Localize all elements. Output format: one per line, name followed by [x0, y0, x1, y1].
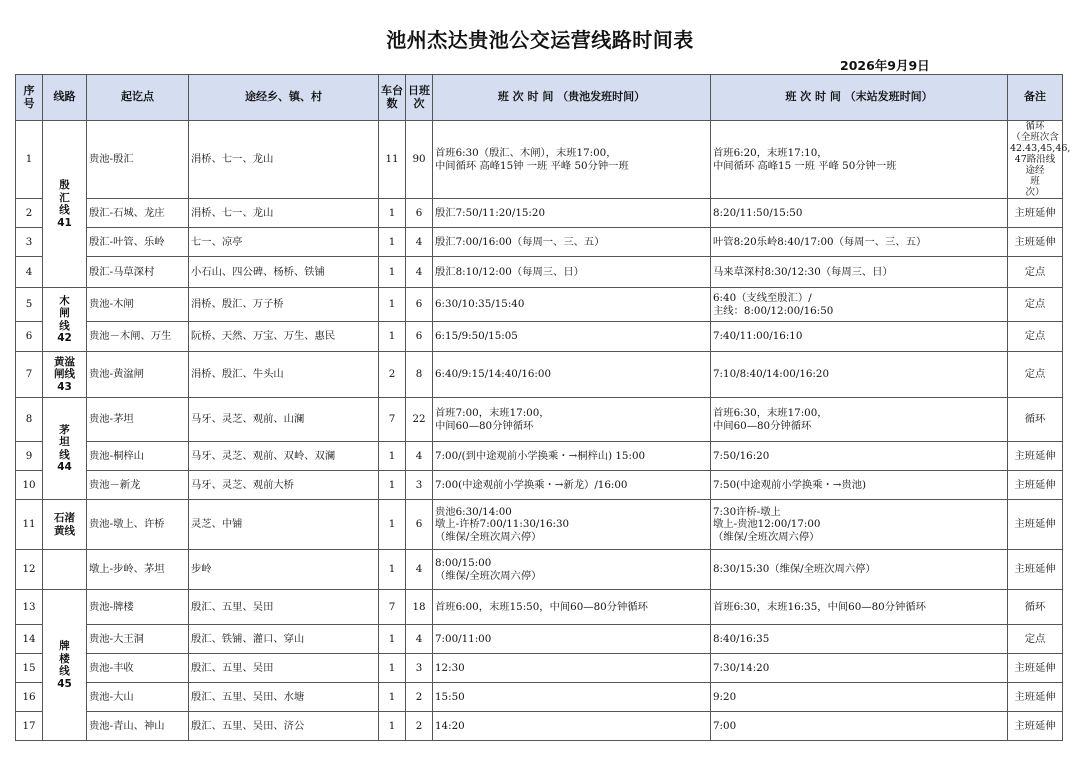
cell-remark: 主班延伸 — [1008, 228, 1063, 257]
cell-seq: 13 — [16, 590, 43, 625]
cell-stops: 贵池-殷汇 — [87, 121, 189, 199]
cell-remark: 主班延伸 — [1008, 442, 1063, 471]
cell-daily: 4 — [406, 442, 433, 471]
table-row — [16, 500, 1063, 550]
cell-stops: 贵池-青山、神山 — [87, 712, 189, 741]
cell-buses: 1 — [379, 654, 406, 683]
cell-stops: 贵池-黄湓闸 — [87, 352, 189, 398]
cell-via: 马牙、灵芝、观前、双岭、双澜 — [189, 442, 379, 471]
cell-seq: 2 — [16, 199, 43, 228]
cell-times-guichi: 首班7:00，末班17:00， 中间60—80分钟循环 — [433, 398, 711, 442]
cell-seq: 10 — [16, 471, 43, 500]
cell-times-terminal: 9:20 — [711, 683, 1008, 712]
cell-buses: 7 — [379, 398, 406, 442]
table-header-row — [16, 75, 1063, 121]
cell-via: 殷汇、五里、吴田、济公 — [189, 712, 379, 741]
cell-via: 七一、凉亭 — [189, 228, 379, 257]
cell-times-guichi: 14:20 — [433, 712, 711, 741]
cell-times-terminal: 叶管8:20乐岭8:40/17:00（每周一、三、五） — [711, 228, 1008, 257]
table-row — [16, 322, 1063, 352]
cell-seq: 7 — [16, 352, 43, 398]
cell-buses: 1 — [379, 471, 406, 500]
cell-buses: 1 — [379, 625, 406, 654]
header-stops: 起讫点 — [87, 75, 189, 121]
header-daily: 日班 次 — [406, 75, 433, 121]
cell-seq: 4 — [16, 257, 43, 288]
cell-stops: 殷汇-马草深村 — [87, 257, 189, 288]
cell-times-terminal: 8:40/16:35 — [711, 625, 1008, 654]
header-times-terminal: 班 次 时 间 （末站发班时间） — [711, 75, 1008, 121]
cell-stops: 贵池-墩上、许桥 — [87, 500, 189, 550]
table-row — [16, 625, 1063, 654]
cell-daily: 6 — [406, 500, 433, 550]
cell-times-guichi: 殷汇7:50/11:20/15:20 — [433, 199, 711, 228]
cell-seq: 15 — [16, 654, 43, 683]
table-row — [16, 352, 1063, 398]
cell-daily: 4 — [406, 228, 433, 257]
table-row — [16, 257, 1063, 288]
table-row — [16, 550, 1063, 590]
cell-times-terminal: 7:30/14:20 — [711, 654, 1008, 683]
cell-remark: 循环 （全班次含 42.43,45,46, 47路沿线途经 班 次） — [1008, 121, 1063, 199]
cell-times-guichi: 7:00(中途观前小学换乘・→新龙）/16:00 — [433, 471, 711, 500]
line-group-yinhui: 殷 汇 线 41 — [43, 121, 87, 288]
cell-remark: 定点 — [1008, 352, 1063, 398]
table-row — [16, 288, 1063, 322]
cell-remark: 定点 — [1008, 288, 1063, 322]
cell-remark: 主班延伸 — [1008, 199, 1063, 228]
cell-buses: 1 — [379, 228, 406, 257]
cell-seq: 6 — [16, 322, 43, 352]
cell-seq: 14 — [16, 625, 43, 654]
cell-seq: 12 — [16, 550, 43, 590]
cell-times-guichi: 贵池6:30/14:00 墩上-许桥7:00/11:30/16:30 （维保/全班次周六停） — [433, 500, 711, 550]
page-title: 池州杰达贵池公交运营线路时间表 — [386, 28, 694, 52]
cell-buses: 11 — [379, 121, 406, 199]
cell-seq: 3 — [16, 228, 43, 257]
cell-via: 殷汇、铁铺、灌口、穿山 — [189, 625, 379, 654]
cell-times-guichi: 殷汇7:00/16:00（每周一、三、五） — [433, 228, 711, 257]
cell-times-terminal: 首班6:30，末班17:00， 中间60—80分钟循环 — [711, 398, 1008, 442]
cell-times-guichi: 7:00/11:00 — [433, 625, 711, 654]
cell-daily: 18 — [406, 590, 433, 625]
cell-times-terminal: 6:40（支线至殷汇）/ 主线：8:00/12:00/16:50 — [711, 288, 1008, 322]
cell-via: 马牙、灵芝、观前、山澜 — [189, 398, 379, 442]
cell-buses: 1 — [379, 500, 406, 550]
table-row — [16, 590, 1063, 625]
cell-remark: 主班延伸 — [1008, 712, 1063, 741]
table-row — [16, 654, 1063, 683]
report-date: 2026年9月9日 — [840, 58, 930, 73]
cell-stops: 殷汇-石城、龙庄 — [87, 199, 189, 228]
cell-stops: 贵池-桐梓山 — [87, 442, 189, 471]
cell-times-terminal: 8:30/15:30（维保/全班次周六停） — [711, 550, 1008, 590]
cell-via: 阮桥、天然、万宝、万生、惠民 — [189, 322, 379, 352]
table-row — [16, 683, 1063, 712]
cell-seq: 9 — [16, 442, 43, 471]
cell-via: 殷汇、五里、吴田 — [189, 654, 379, 683]
line-group-maotan: 茅 坦 线 44 — [43, 398, 87, 500]
cell-daily: 6 — [406, 199, 433, 228]
cell-times-terminal: 马来草深村8:30/12:30（每周三、日） — [711, 257, 1008, 288]
cell-times-terminal: 8:20/11:50/15:50 — [711, 199, 1008, 228]
cell-times-guichi: 15:50 — [433, 683, 711, 712]
cell-seq: 5 — [16, 288, 43, 322]
cell-seq: 11 — [16, 500, 43, 550]
cell-times-guichi: 8:00/15:00 （维保/全班次周六停） — [433, 550, 711, 590]
line-group-huangyi: 黄湓 闸线 43 — [43, 352, 87, 398]
cell-via: 殷汇、五里、吴田、水塘 — [189, 683, 379, 712]
header-via: 途经乡、镇、村 — [189, 75, 379, 121]
cell-remark: 主班延伸 — [1008, 500, 1063, 550]
cell-via: 马牙、灵芝、观前大桥 — [189, 471, 379, 500]
cell-times-guichi: 6:15/9:50/15:05 — [433, 322, 711, 352]
cell-seq: 1 — [16, 121, 43, 199]
table-row — [16, 398, 1063, 442]
cell-stops: 贵池-牌楼 — [87, 590, 189, 625]
cell-buses: 1 — [379, 550, 406, 590]
cell-times-guichi: 6:40/9:15/14:40/16:00 — [433, 352, 711, 398]
cell-stops: 贵池－木闸、万生 — [87, 322, 189, 352]
cell-buses: 1 — [379, 683, 406, 712]
cell-remark: 主班延伸 — [1008, 550, 1063, 590]
cell-remark: 主班延伸 — [1008, 683, 1063, 712]
cell-times-terminal: 首班6:30，末班16:35，中间60—80分钟循环 — [711, 590, 1008, 625]
cell-buses: 7 — [379, 590, 406, 625]
cell-times-terminal: 7:50(中途观前小学换乘・→贵池) — [711, 471, 1008, 500]
cell-daily: 3 — [406, 471, 433, 500]
cell-daily: 3 — [406, 654, 433, 683]
cell-times-terminal: 7:10/8:40/14:00/16:20 — [711, 352, 1008, 398]
schedule-table — [15, 74, 1071, 741]
cell-times-guichi: 首班6:30（殷汇、木闸），末班17:00， 中间循环 高峰15钟 一班 平峰 50分钟一班 — [433, 121, 711, 199]
cell-buses: 1 — [379, 257, 406, 288]
cell-seq: 16 — [16, 683, 43, 712]
cell-buses: 1 — [379, 199, 406, 228]
cell-remark: 定点 — [1008, 322, 1063, 352]
cell-daily: 2 — [406, 683, 433, 712]
cell-via: 灵芝、中铺 — [189, 500, 379, 550]
cell-buses: 2 — [379, 352, 406, 398]
cell-times-terminal: 7:50/16:20 — [711, 442, 1008, 471]
table-row — [16, 471, 1063, 500]
header-line: 线路 — [43, 75, 87, 121]
cell-via: 涓桥、七一、龙山 — [189, 199, 379, 228]
cell-daily: 90 — [406, 121, 433, 199]
cell-times-terminal: 7:40/11:00/16:10 — [711, 322, 1008, 352]
cell-daily: 2 — [406, 712, 433, 741]
cell-stops: 贵池－新龙 — [87, 471, 189, 500]
line-group-muzha: 木 闸 线 42 — [43, 288, 87, 352]
cell-daily: 4 — [406, 550, 433, 590]
cell-remark: 循环 — [1008, 590, 1063, 625]
cell-daily: 4 — [406, 257, 433, 288]
cell-remark: 循环 — [1008, 398, 1063, 442]
cell-daily: 22 — [406, 398, 433, 442]
cell-seq: 17 — [16, 712, 43, 741]
table-row — [16, 712, 1063, 741]
cell-daily: 6 — [406, 322, 433, 352]
header-remark: 备注 — [1008, 75, 1063, 121]
cell-times-terminal: 7:30许桥-墩上 墩上-贵池12:00/17:00 （维保/全班次周六停） — [711, 500, 1008, 550]
cell-via: 涓桥、七一、龙山 — [189, 121, 379, 199]
cell-remark: 主班延伸 — [1008, 471, 1063, 500]
cell-times-guichi: 12:30 — [433, 654, 711, 683]
cell-remark: 定点 — [1008, 257, 1063, 288]
cell-stops: 贵池-丰收 — [87, 654, 189, 683]
cell-via: 殷汇、五里、吴田 — [189, 590, 379, 625]
cell-stops: 殷汇-叶管、乐岭 — [87, 228, 189, 257]
cell-times-terminal: 首班6:20，末班17:10， 中间循环 高峰15 一班 平峰 50分钟一班 — [711, 121, 1008, 199]
header-buses: 车台 数 — [379, 75, 406, 121]
table-row — [16, 199, 1063, 228]
cell-buses: 1 — [379, 712, 406, 741]
line-group-pailou: 牌 楼 线 45 — [43, 590, 87, 741]
cell-stops: 贵池-茅坦 — [87, 398, 189, 442]
cell-daily: 4 — [406, 625, 433, 654]
header-times-guichi: 班 次 时 间 （贵池发班时间） — [433, 75, 711, 121]
cell-stops: 贵池-大山 — [87, 683, 189, 712]
cell-buses: 1 — [379, 288, 406, 322]
line-group-shizhu: 石渚 黄线 — [43, 500, 87, 550]
cell-via: 涓桥、殷汇、万子桥 — [189, 288, 379, 322]
cell-times-guichi: 7:00/(到中途观前小学换乘・→桐梓山) 15:00 — [433, 442, 711, 471]
cell-stops: 贵池-大王洞 — [87, 625, 189, 654]
cell-times-terminal: 7:00 — [711, 712, 1008, 741]
cell-times-guichi: 殷汇8:10/12:00（每周三、日） — [433, 257, 711, 288]
cell-via: 步岭 — [189, 550, 379, 590]
cell-stops: 贵池-木闸 — [87, 288, 189, 322]
cell-line-empty — [43, 550, 87, 590]
table-row — [16, 442, 1063, 471]
table-row — [16, 228, 1063, 257]
cell-remark: 主班延伸 — [1008, 654, 1063, 683]
cell-stops: 墩上-步岭、茅坦 — [87, 550, 189, 590]
cell-times-guichi: 6:30/10:35/15:40 — [433, 288, 711, 322]
table-row — [16, 121, 1063, 199]
cell-via: 小石山、四公碑、杨桥、铁铺 — [189, 257, 379, 288]
cell-buses: 1 — [379, 322, 406, 352]
cell-seq: 8 — [16, 398, 43, 442]
cell-times-guichi: 首班6:00，末班15:50，中间60—80分钟循环 — [433, 590, 711, 625]
header-seq: 序 号 — [16, 75, 43, 121]
cell-remark: 定点 — [1008, 625, 1063, 654]
cell-via: 涓桥、殷汇、牛头山 — [189, 352, 379, 398]
cell-daily: 6 — [406, 288, 433, 322]
cell-buses: 1 — [379, 442, 406, 471]
cell-daily: 8 — [406, 352, 433, 398]
